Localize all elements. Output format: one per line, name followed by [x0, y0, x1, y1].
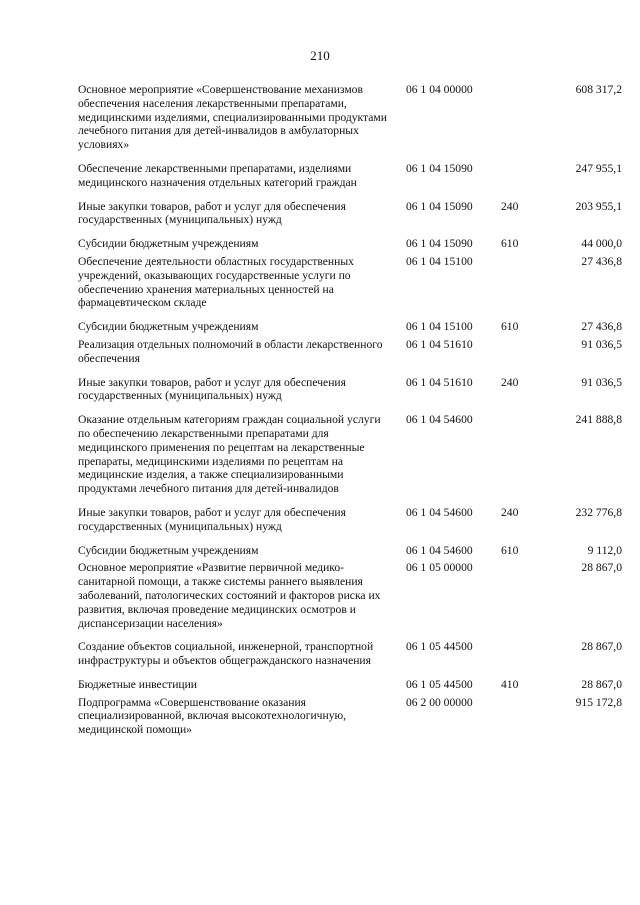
table-row	[78, 320, 622, 338]
row-amount: 608 317,2	[575, 83, 622, 96]
row-amount: 27 436,8	[581, 254, 622, 268]
row-expense-type	[495, 338, 539, 376]
row-amount: 28 867,0	[581, 677, 622, 691]
table-row	[78, 678, 622, 696]
row-amount: 232 776,8	[575, 505, 622, 519]
row-expense-type	[495, 162, 539, 200]
row-name: Реализация отдельных полномочий в области лекарственного обеспечения	[78, 337, 383, 365]
row-amount: 9 112,0	[587, 543, 622, 557]
row-target-code: 06 1 04 15100	[406, 254, 473, 268]
row-name: Иные закупки товаров, работ и услуг для обеспечения государственных (муниципальных) нужд	[78, 505, 346, 533]
row-target-code: 06 1 04 15090	[406, 199, 473, 213]
row-target-code: 06 1 05 44500	[406, 677, 473, 691]
row-name: Подпрограмма «Совершенствование оказания специализированной, включая высокотехнологичную, медицинской помощи»	[78, 695, 347, 737]
table-row	[78, 338, 622, 376]
row-name: Оказание отдельным категориям граждан социальной услуги по обеспечению лекарственными препаратами для медицинского применения по рецептам на лекарственные препараты, медицинскими изделиями по рецептам на медицинские изделия, а также специализированными продуктами лечебного питания для детей-инвалидов	[78, 413, 381, 496]
row-amount: 28 867,0	[581, 640, 622, 654]
row-expense-type	[495, 83, 539, 162]
table-row	[78, 640, 622, 678]
row-amount: 44 000,0	[581, 237, 622, 251]
table-row	[78, 200, 622, 238]
row-target-code: 06 1 05 44500	[406, 640, 473, 654]
page-number: 210	[310, 48, 330, 63]
row-name: Иные закупки товаров, работ и услуг для обеспечения государственных (муниципальных) нужд	[78, 375, 346, 403]
row-expense-type: 240	[501, 375, 519, 389]
row-amount: 91 036,5	[581, 375, 622, 389]
row-expense-type	[495, 255, 539, 320]
table-row	[78, 237, 622, 255]
row-target-code: 06 1 04 54600	[406, 413, 473, 427]
row-expense-type	[495, 640, 539, 678]
row-amount: 28 867,0	[581, 561, 622, 575]
row-name: Субсидии бюджетным учреждениям	[78, 237, 259, 251]
table-row	[78, 376, 622, 414]
row-expense-type: 240	[501, 199, 519, 213]
table-row	[78, 162, 622, 200]
row-target-code: 06 1 04 15100	[406, 320, 473, 334]
table-row	[78, 506, 622, 544]
row-name: Субсидии бюджетным учреждениям	[78, 320, 259, 334]
row-target-code: 06 1 04 00000	[406, 83, 473, 96]
row-amount: 91 036,5	[581, 337, 622, 351]
row-name: Основное мероприятие «Развитие первичной медико-санитарной помощи, а также системы раннего выявления заболеваний, патологических состояний и факторов риска их развития, включая проведение медицинских осмотров и диспансеризации населения»	[78, 561, 381, 630]
row-name: Обеспечение лекарственными препаратами, изделиями медицинского назначения отдельных категорий граждан	[78, 161, 357, 189]
row-name: Иные закупки товаров, работ и услуг для обеспечения государственных (муниципальных) нужд	[78, 199, 346, 227]
row-expense-type: 610	[501, 320, 519, 334]
row-target-code: 06 1 04 15090	[406, 161, 473, 175]
row-expense-type: 610	[501, 543, 519, 557]
row-name: Обеспечение деятельности областных государственных учреждений, оказывающих государственные услуги по обеспечению хранения материальных ценностей на фармацевтическом складе	[78, 254, 354, 310]
row-amount: 247 955,1	[575, 161, 622, 175]
row-amount: 203 955,1	[575, 199, 622, 213]
row-expense-type: 240	[501, 505, 519, 519]
row-expense-type	[495, 561, 539, 640]
row-expense-type	[495, 696, 539, 747]
row-target-code: 06 1 04 54600	[406, 543, 473, 557]
row-expense-type: 410	[501, 677, 519, 691]
row-name: Создание объектов социальной, инженерной, транспортной инфраструктуры и объектов общегражданского назначения	[78, 640, 374, 668]
table-row	[78, 696, 622, 747]
row-amount: 241 888,8	[575, 413, 622, 427]
row-amount: 27 436,8	[581, 320, 622, 334]
row-target-code: 06 1 05 00000	[406, 561, 473, 575]
row-expense-type: 610	[501, 237, 519, 251]
row-name: Субсидии бюджетным учреждениям	[78, 543, 259, 557]
table-row	[78, 255, 622, 320]
table-row	[78, 561, 622, 640]
row-name: Бюджетные инвестиции	[78, 677, 198, 691]
row-target-code: 06 1 04 54600	[406, 505, 473, 519]
row-expense-type	[495, 413, 539, 506]
table-row	[78, 83, 622, 162]
row-target-code: 06 2 00 00000	[406, 695, 473, 709]
table-row	[78, 413, 622, 506]
row-target-code: 06 1 04 51610	[406, 337, 473, 351]
row-target-code: 06 1 04 51610	[406, 375, 473, 389]
row-amount: 915 172,8	[575, 695, 622, 709]
row-name: Основное мероприятие «Совершенствование механизмов обеспечения населения лекарственными препаратами, медицинскими изделиями, специализированными продуктами лечебного питания для детей-инвалидов в амбулаторных условиях»	[78, 83, 387, 152]
row-target-code: 06 1 04 15090	[406, 237, 473, 251]
table-row	[78, 544, 622, 562]
budget-table	[78, 83, 622, 747]
